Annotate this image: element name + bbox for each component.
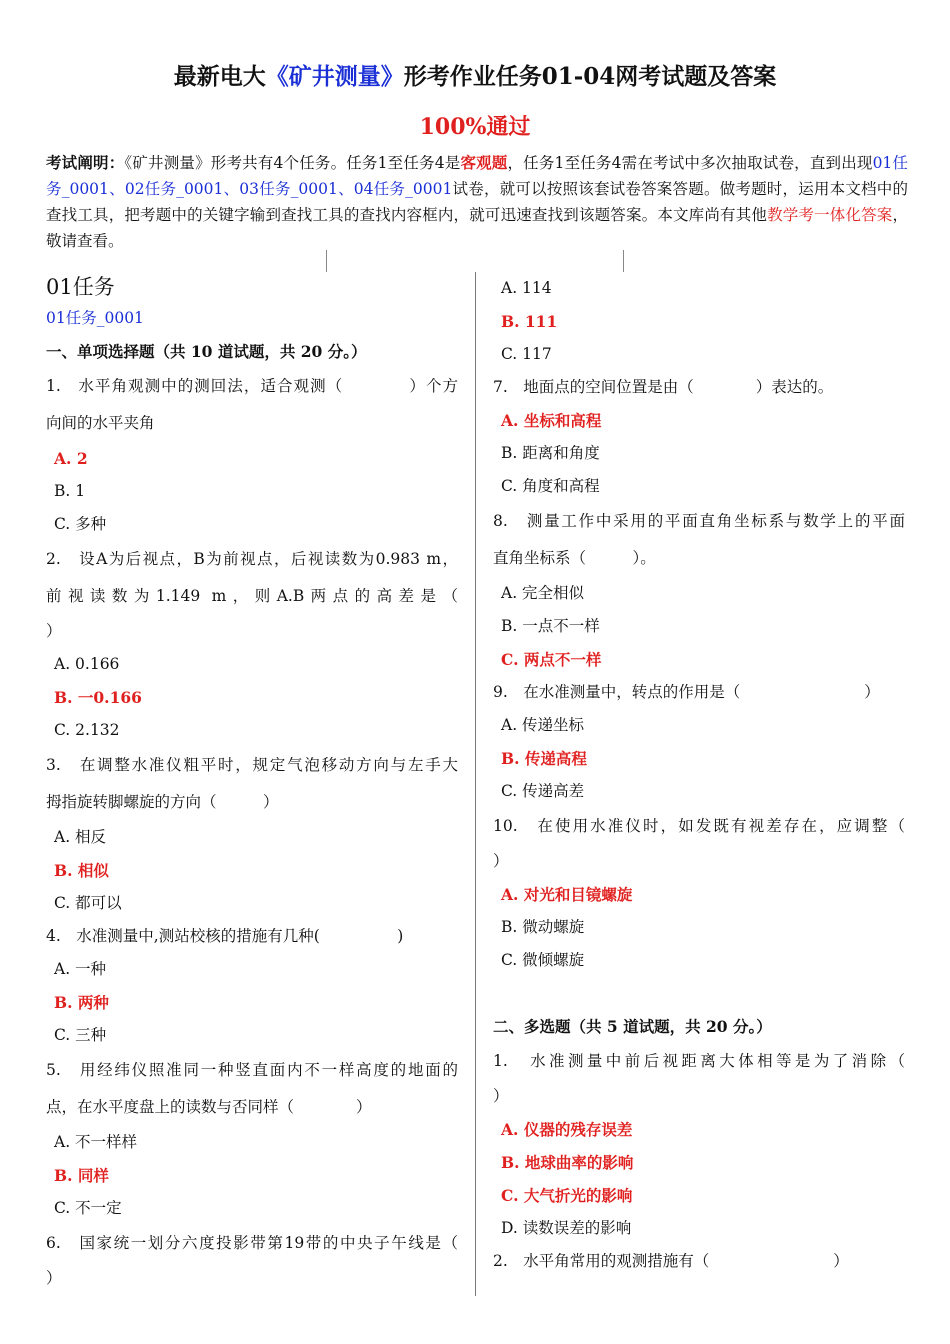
- task-heading: 01任务: [46, 275, 115, 299]
- question-text: 1. 水准测量中前后视距离大体相等是为了消除（: [493, 1052, 905, 1070]
- option: B. 1: [54, 482, 86, 500]
- question-text: 10. 在使用水准仪时，如发既有视差存在，应调整（: [493, 817, 905, 835]
- option: C. 多种: [54, 515, 107, 533]
- question-text: 8. 测量工作中采用的平面直角坐标系与数学上的平面: [493, 512, 905, 530]
- question-text: ）: [493, 1087, 509, 1105]
- option-correct: B. 111: [501, 312, 558, 331]
- title-prefix: 最新电大: [173, 63, 266, 90]
- option: C. 都可以: [54, 894, 122, 912]
- option: A. 一种: [54, 960, 107, 978]
- option-correct: A. 仪器的残存误差: [501, 1120, 633, 1139]
- question-text: 直角坐标系（ ）。: [493, 549, 656, 567]
- instructions-text-2: ，任务1至任务4需在考试中多次抽取试卷，直到出现: [507, 154, 873, 172]
- task-code: 01任务_0001: [46, 309, 144, 327]
- option: A. 0.166: [54, 655, 120, 673]
- option-correct: B. 传递高程: [501, 749, 587, 768]
- subtitle: 100%通过: [419, 114, 531, 140]
- column-divider: [475, 272, 476, 1296]
- question-text: 3. 在调整水准仪粗平时，规定气泡移动方向与左手大: [46, 756, 458, 774]
- instructions-task-codes: 01任务_0001、02任务_0001、03任务_0001、04任务_0001: [46, 154, 908, 198]
- option: D. 读数误差的影响: [501, 1219, 632, 1237]
- option: B. 微动螺旋: [501, 918, 585, 936]
- option-correct: B. 一0.166: [54, 688, 142, 707]
- option: B. 距离和角度: [501, 444, 600, 462]
- option: C. 角度和高程: [501, 477, 600, 495]
- instructions-label: 考试阐明：: [46, 153, 125, 172]
- option: C. 117: [501, 345, 552, 363]
- option-correct: C. 大气折光的影响: [501, 1186, 633, 1205]
- section-heading-multiple-choice: 二、多选题（共 5 道试题，共 20 分。）: [493, 1017, 772, 1036]
- question-text: 6. 国家统一划分六度投影带第19带的中央子午线是（: [46, 1234, 458, 1252]
- question-text: 7. 地面点的空间位置是由（ ）表达的。: [493, 378, 834, 396]
- title-suffix: 形考作业任务01-04网考试题及答案: [403, 63, 777, 90]
- option-correct: C. 两点不一样: [501, 650, 602, 669]
- option: A. 114: [501, 279, 552, 297]
- question-text: 5. 用经纬仪照准同一种竖直面内不一样高度的地面的: [46, 1061, 458, 1079]
- section-heading-single-choice: 一、单项选择题（共 10 道试题，共 20 分。）: [46, 342, 367, 361]
- question-text: ）: [493, 852, 509, 870]
- option-correct: B. 同样: [54, 1166, 109, 1185]
- option: A. 传递坐标: [501, 716, 585, 734]
- instructions-text-1: 《矿井测量》形考共有4个任务。任务1至任务4是: [124, 154, 461, 172]
- right-column: [493, 272, 905, 1278]
- divider-tick: [623, 250, 624, 272]
- option-correct: B. 地球曲率的影响: [501, 1153, 634, 1172]
- option: C. 三种: [54, 1026, 107, 1044]
- option-correct: B. 相似: [54, 861, 109, 880]
- option: A. 相反: [54, 828, 107, 846]
- instructions-highlight-objective: 客观题: [460, 153, 508, 172]
- divider-tick: [326, 250, 327, 272]
- option: C. 2.132: [54, 721, 120, 739]
- question-text: ）: [46, 1269, 62, 1287]
- option: C. 不一定: [54, 1199, 122, 1217]
- instructions-text-3: 试卷，就可以按照该套试卷答案答题。做考题时，运用本文档中的查找工具，把考题中的关键字输到查找工具的查找内容框内，就可迅速查找到该题答案。本文库尚有其他: [46, 180, 908, 224]
- question-text: 9. 在水准测量中，转点的作用是（ ）: [493, 683, 880, 701]
- option: A. 不一样样: [54, 1133, 138, 1151]
- option: C. 微倾螺旋: [501, 951, 585, 969]
- document-title: [0, 58, 950, 91]
- instructions-link-answers: 教学考一体化答案: [767, 206, 893, 224]
- question-text: 拇指旋转脚螺旋的方向（ ）: [46, 793, 279, 811]
- question-text: 向间的水平夹角: [46, 414, 155, 432]
- left-column: [46, 272, 458, 1295]
- option: C. 传递高差: [501, 782, 585, 800]
- question-text: 1. 水平角观测中的测回法，适合观测（ ）个方: [46, 377, 458, 395]
- question-text: ）: [46, 622, 62, 640]
- option-correct: A. 对光和目镜螺旋: [501, 885, 633, 904]
- option-correct: A. 2: [54, 449, 88, 468]
- option-correct: B. 两种: [54, 993, 109, 1012]
- spacer: [493, 977, 905, 1010]
- instructions-text-4: ，敬请查看。: [46, 206, 908, 250]
- title-course: 《矿井测量》: [265, 63, 404, 90]
- option: A. 完全相似: [501, 584, 585, 602]
- question-text: 前视读数为1.149 m，则A.B两点的高差是（: [46, 587, 458, 605]
- question-text: 点，在水平度盘上的读数与否同样（ ）: [46, 1098, 372, 1116]
- question-text: 2. 设A为后视点，B为前视点，后视读数为0.983 m，: [46, 550, 458, 568]
- question-text: 2. 水平角常用的观测措施有（ ）: [493, 1252, 849, 1270]
- exam-instructions: [46, 150, 908, 254]
- question-text: 4. 水准测量中,测站校核的措施有几种( ): [46, 927, 404, 945]
- option: B. 一点不一样: [501, 617, 600, 635]
- option-correct: A. 坐标和高程: [501, 411, 602, 430]
